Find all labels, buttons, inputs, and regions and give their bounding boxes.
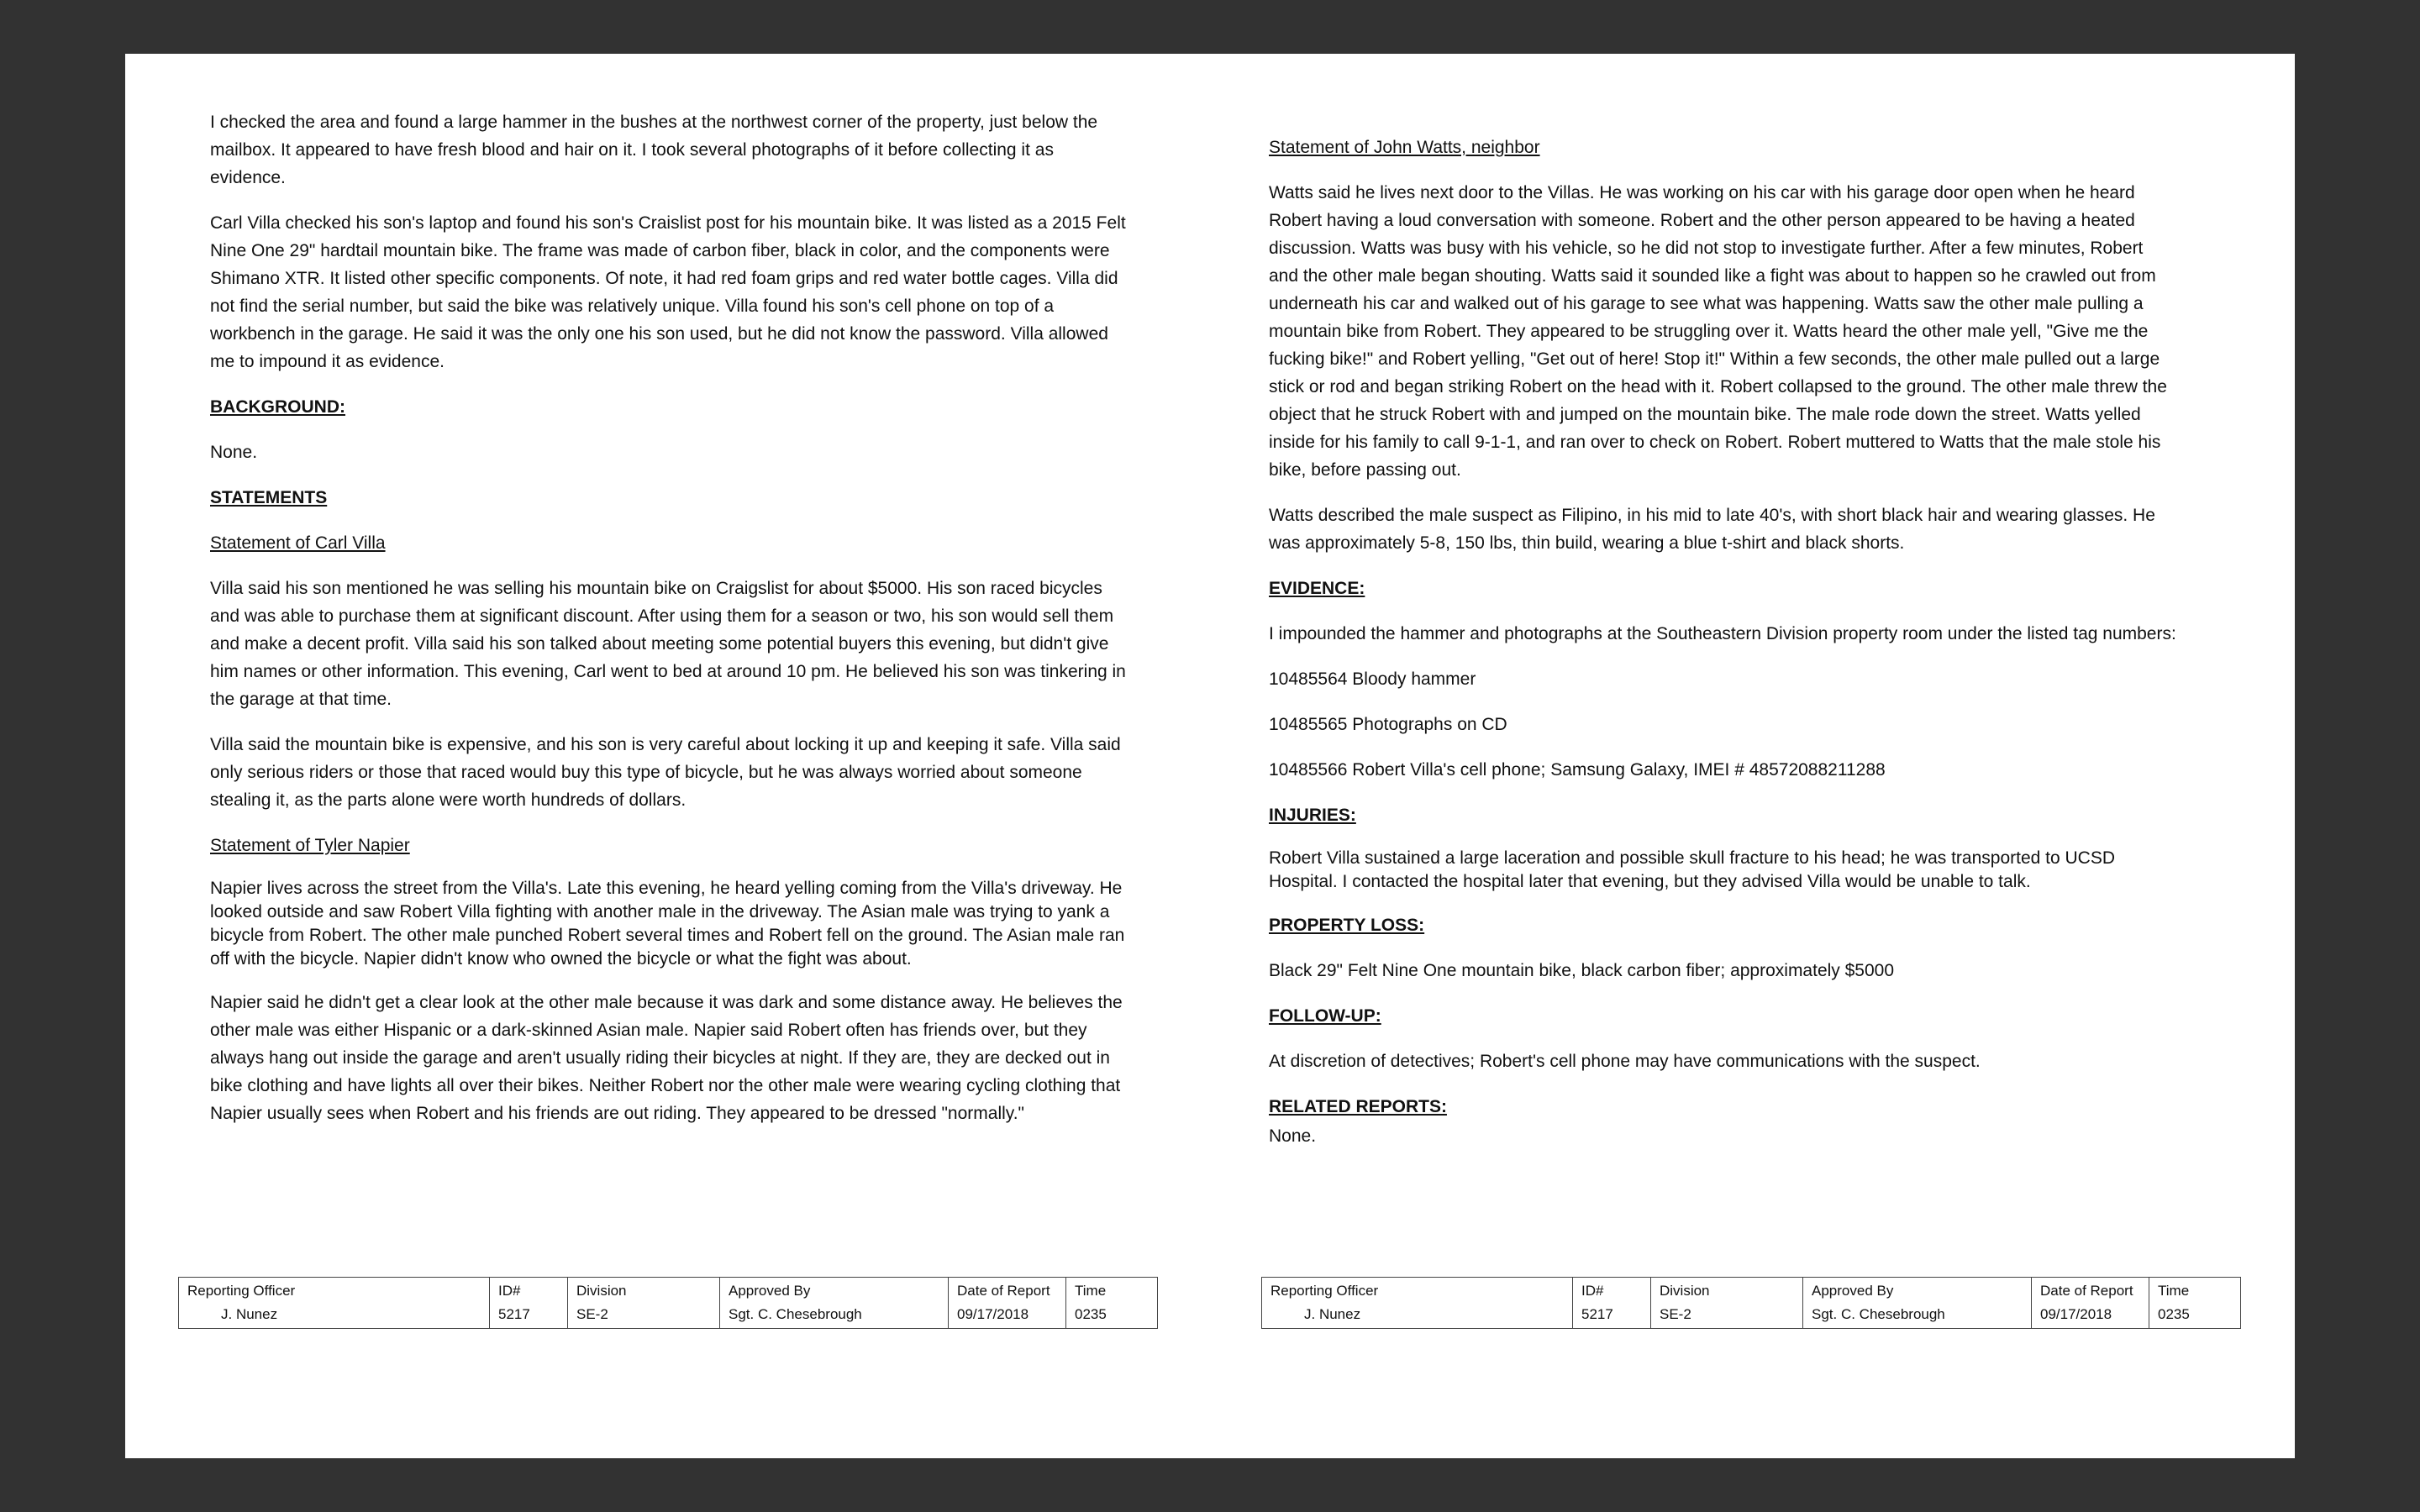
evidence-item: 10485565 Photographs on CD <box>1269 715 1507 734</box>
paragraph: Napier said he didn't get a clear look at the other male because it was dark and some distance away. He believes the other male was either Hispanic or a dark-skinned Asian male. Napier said Robert often has friends over, but they always hang out inside the garage and aren't usually riding their bicycles at night. If they are, they are decked out in bike clothing and have lights all over their bikes. Neither Robert nor the other male were wearing cycling clothing that Napier usually sees when Robert and his friends are out riding. They appeared to be dressed "normally." <box>210 993 1123 1123</box>
footer-value: 5217 <box>1581 1306 1613 1322</box>
footer-value: Sgt. C. Chesebrough <box>1812 1306 1945 1322</box>
footer-value: SE-2 <box>576 1306 608 1322</box>
footer-cell-date-of-report <box>2032 1278 2149 1328</box>
footer-cell-approved-by <box>720 1278 949 1328</box>
evidence-item: 10485564 Bloody hammer <box>1269 669 1476 689</box>
footer-label: ID# <box>498 1283 521 1299</box>
paragraph: Carl Villa checked his son's laptop and found his son's Craislist post for his mountain bike. It was listed as a 2015 Felt Nine One 29" hardtail mountain bike. The frame was made of carbon fiber, black in color, and the components were Shimano XTR. It listed other specific components. Of note, it had red foam grips and red water bottle cages. Villa did not find the serial number, but said the bike was relatively unique. Villa found his son's cell phone on top of a workbench in the garage. He said it was the only one his son used, but he did not know the password. Villa allowed me to impound it as evidence. <box>210 213 1126 371</box>
footer-label: Division <box>1660 1283 1710 1299</box>
footer-label: Division <box>576 1283 627 1299</box>
footer-value: J. Nunez <box>1304 1306 1361 1322</box>
report-footer-table <box>178 1277 1158 1329</box>
footer-label: Approved By <box>729 1283 811 1299</box>
report-footer-table <box>1261 1277 2241 1329</box>
footer-cell-time <box>2149 1278 2240 1328</box>
tyler-napier-statement-heading: Statement of Tyler Napier <box>210 836 410 855</box>
statements-heading: STATEMENTS <box>210 488 328 507</box>
property-loss-text: Black 29" Felt Nine One mountain bike, black carbon fiber; approximately $5000 <box>1269 961 1895 980</box>
paragraph: I checked the area and found a large hammer in the bushes at the northwest corner of the property, just below the mailbox. It appeared to have fresh blood and hair on it. I took several photographs of it before collecting it as evidence. <box>210 113 1098 187</box>
footer-label: ID# <box>1581 1283 1604 1299</box>
footer-cell-id <box>1573 1278 1651 1328</box>
background-heading: BACKGROUND: <box>210 397 345 417</box>
carl-villa-statement-heading: Statement of Carl Villa <box>210 533 386 553</box>
footer-value: 5217 <box>498 1306 530 1322</box>
footer-label: Approved By <box>1812 1283 1894 1299</box>
footer-label: Reporting Officer <box>187 1283 296 1299</box>
paragraph: Watts said he lives next door to the Villas. He was working on his car with his garage door open when he heard Robert having a loud conversation with someone. Robert and the other person appeared to be having a heated discussion. Watts was busy with his vehicle, so he did not stop to investigate further. After a few minutes, Robert and the other male began shouting. Watts said it sounded like a fight was about to happen so he crawled out from underneath his car and walked out of his garage to see what was happening. Watts saw the other male pulling a mountain bike from Robert. They appeared to be struggling over it. Watts heard the other male yell, "Give me the fucking bike!" and Robert yelling, "Get out of here! Stop it!" Within a few seconds, the other male pulled out a large stick or rod and began striking Robert on the head with it. Robert collapsed to the ground. The other male threw the object that he struck Robert with and jumped on the mountain bike. The male rode down the street. Watts yelled inside for his family to call 9-1-1, and ran over to check on Robert. Robert muttered to Watts that the male stole his bike, before passing out. <box>1269 183 2167 480</box>
document-sheet <box>125 54 2295 1458</box>
follow-up-heading: FOLLOW-UP: <box>1269 1006 1381 1026</box>
related-reports-text: None. <box>1269 1126 1317 1146</box>
footer-cell-approved-by <box>1803 1278 2032 1328</box>
footer-value: 0235 <box>2158 1306 2190 1322</box>
john-watts-statement-heading: Statement of John Watts, neighbor <box>1269 138 1540 157</box>
footer-cell-reporting-officer <box>1262 1278 1573 1328</box>
paragraph: Napier lives across the street from the Villa's. Late this evening, he heard yelling coming from the Villa's driveway. He looked outside and saw Robert Villa fighting with another male in the driveway. The Asian male was trying to yank a bicycle from Robert. The other male punched Robert several times and Robert fell on the ground. The Asian male ran off with the bicycle. Napier didn't know who owned the bicycle or what the fight was about. <box>210 879 1125 969</box>
footer-label: Reporting Officer <box>1270 1283 1379 1299</box>
footer-value: 09/17/2018 <box>2040 1306 2112 1322</box>
footer-value: Sgt. C. Chesebrough <box>729 1306 862 1322</box>
footer-cell-date-of-report <box>949 1278 1066 1328</box>
evidence-intro: I impounded the hammer and photographs at the Southeastern Division property room under the listed tag numbers: <box>1269 624 2176 643</box>
page-left-body <box>210 108 1126 1145</box>
footer-value: SE-2 <box>1660 1306 1691 1322</box>
related-reports-heading: RELATED REPORTS: <box>1269 1097 1447 1116</box>
footer-value: J. Nunez <box>221 1306 278 1322</box>
footer-label: Time <box>1075 1283 1107 1299</box>
injuries-heading: INJURIES: <box>1269 806 1356 825</box>
evidence-heading: EVIDENCE: <box>1269 579 1365 598</box>
paragraph: Villa said the mountain bike is expensive, and his son is very careful about locking it up and keeping it safe. Villa said only serious riders or those that raced would buy this type of bicycle, but he was always worried about someone stealing it, as the parts alone were worth hundreds of dollars. <box>210 735 1121 810</box>
paragraph: Watts described the male suspect as Filipino, in his mid to late 40's, with short black hair and wearing glasses. He was approximately 5-8, 150 lbs, thin build, wearing a blue t-shirt and black shorts. <box>1269 506 2155 553</box>
footer-cell-division <box>1651 1278 1803 1328</box>
property-loss-heading: PROPERTY LOSS: <box>1269 916 1425 935</box>
evidence-item: 10485566 Robert Villa's cell phone; Samsung Galaxy, IMEI # 48572088211288 <box>1269 760 1886 780</box>
page-right-body <box>1269 134 2176 1168</box>
footer-cell-id <box>490 1278 568 1328</box>
footer-cell-reporting-officer <box>179 1278 490 1328</box>
follow-up-text: At discretion of detectives; Robert's cell phone may have communications with the suspect. <box>1269 1052 1981 1071</box>
footer-value: 0235 <box>1075 1306 1107 1322</box>
footer-label: Date of Report <box>957 1283 1050 1299</box>
background-text: None. <box>210 443 258 462</box>
paragraph: Villa said his son mentioned he was selling his mountain bike on Craigslist for about $5000. His son raced bicycles and was able to purchase them at significant discount. After using them for a season or two, his son would sell them and make a decent profit. Villa said his son talked about meeting some potential buyers this evening, but didn't give him names or other information. This evening, Carl went to bed at around 10 pm. He believed his son was tinkering in the garage at that time. <box>210 579 1126 709</box>
footer-cell-division <box>568 1278 720 1328</box>
footer-value: 09/17/2018 <box>957 1306 1029 1322</box>
injuries-text: Robert Villa sustained a large laceration and possible skull fracture to his head; he was transported to UCSD Hospital. I contacted the hospital later that evening, but they advised Villa would be unable to talk. <box>1269 848 2115 891</box>
footer-cell-time <box>1066 1278 1157 1328</box>
footer-label: Date of Report <box>2040 1283 2133 1299</box>
footer-label: Time <box>2158 1283 2190 1299</box>
